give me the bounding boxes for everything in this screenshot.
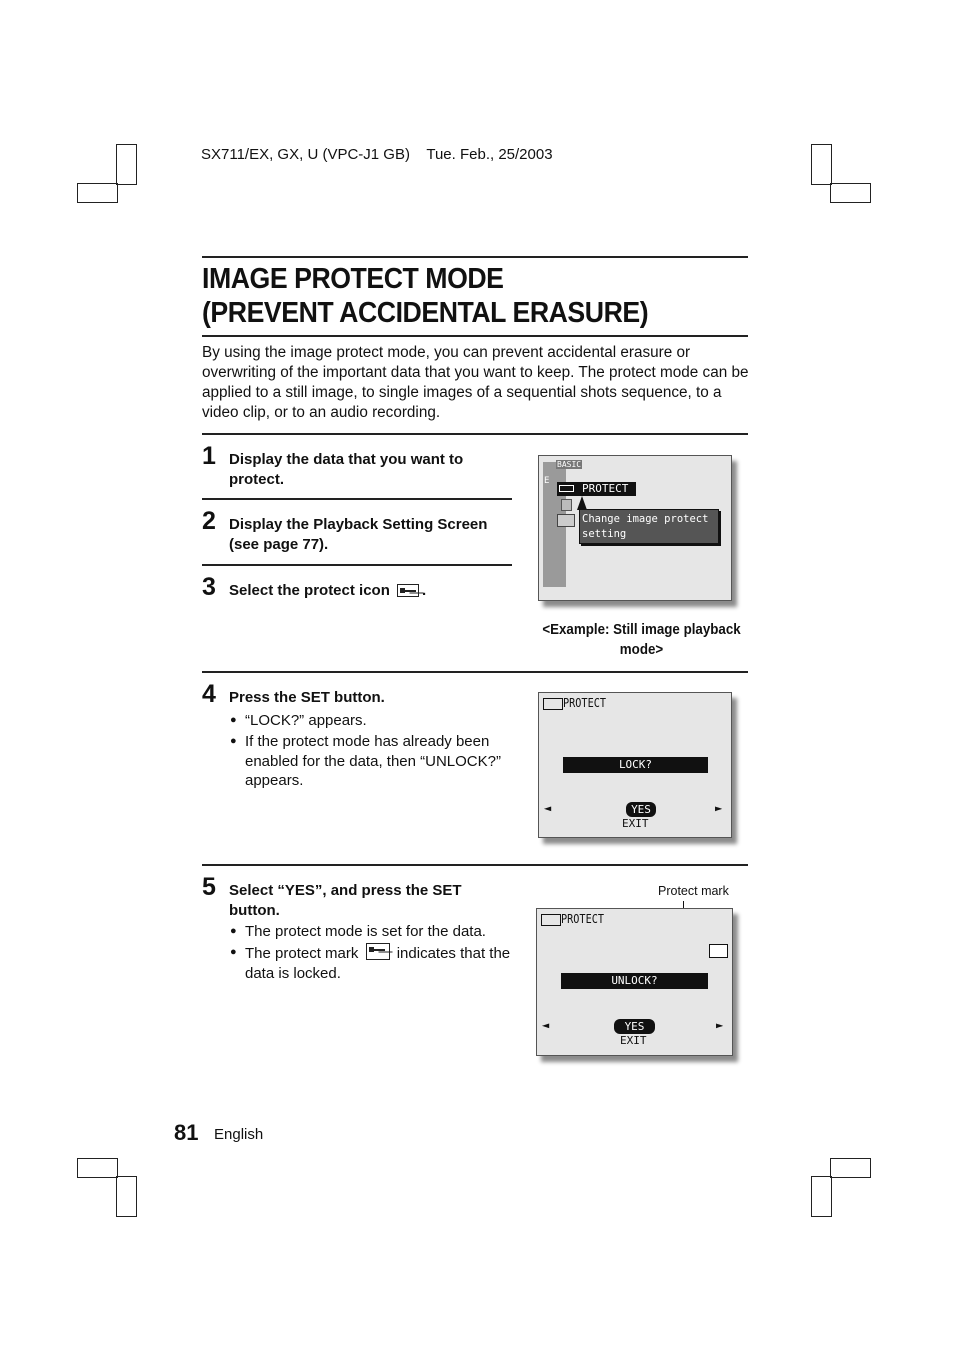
step-text-3-suffix: . — [422, 582, 427, 599]
unlock-prompt: UNLOCK? — [561, 973, 708, 989]
basic-tab: BASIC — [557, 460, 582, 469]
step-rule — [202, 498, 512, 500]
section-rule — [202, 671, 748, 673]
tooltip-pointer — [577, 496, 587, 510]
tooltip-line1: Change image protect — [582, 513, 709, 525]
camera-screen-lock — [538, 692, 732, 838]
crop-mark-top-left — [116, 144, 137, 185]
bullet-item: ● “LOCK?” appears. — [230, 711, 515, 730]
bullet-item: ● The protect mode is set for the data. — [230, 922, 515, 941]
step4-bullets — [230, 711, 515, 792]
step5-bullets — [230, 922, 515, 985]
footer-language: English — [214, 1126, 264, 1143]
left-arrow-icon: ◄ — [544, 801, 552, 815]
key-icon — [543, 698, 563, 710]
step-text-4: Press the SET button. — [229, 689, 385, 706]
bullet-text-after: indicates that the data is locked. — [245, 945, 511, 982]
right-arrow-icon: ► — [715, 801, 723, 815]
intro-paragraph: By using the image protect mode, you can prevent accidental erasure or overwriting of the important data that you want to keep. The protect mode can be applied to a still image, to single images of a sequential shots sequence, to a video clip, or to an audio recording. — [202, 344, 749, 421]
print-header — [201, 146, 553, 163]
crop-mark-top-right — [811, 144, 832, 185]
crop-mark-top-left — [77, 183, 118, 203]
page-title-line2: (PREVENT ACCIDENTAL ERASURE) — [202, 297, 649, 329]
key-icon — [559, 485, 574, 492]
speaker-icon — [557, 514, 575, 527]
step-rule — [202, 564, 512, 566]
exit-option: EXIT — [620, 1034, 647, 1047]
tooltip-box — [579, 509, 719, 544]
step-number-2: 2 — [202, 507, 216, 535]
header-date: Tue. Feb., 25/2003 — [426, 146, 553, 163]
camera-screen-unlock — [536, 908, 733, 1056]
step-number-1: 1 — [202, 442, 216, 470]
step-number-3: 3 — [202, 573, 216, 601]
screen1-caption: <Example: Still image playback mode> — [542, 622, 741, 658]
yes-option: YES — [614, 1019, 655, 1034]
bullet-item — [230, 943, 515, 983]
step-number-4: 4 — [202, 680, 216, 708]
page-title-line1: IMAGE PROTECT MODE — [202, 263, 504, 295]
exit-option: EXIT — [622, 817, 649, 830]
right-arrow-icon: ► — [716, 1018, 724, 1032]
step-text-1: Display the data that you want to protect. — [229, 451, 464, 488]
bullet-item: ● If the protect mode has already been enabled for the data, then “UNLOCK?” appears. — [230, 732, 515, 790]
step-number-5: 5 — [202, 873, 216, 901]
trash-icon — [561, 499, 572, 511]
step-text-3-label: Select the protect icon — [229, 582, 390, 599]
bullet-text-before: The protect mark — [245, 945, 359, 963]
screen-title: PROTECT — [561, 912, 604, 926]
crop-mark-bottom-left — [116, 1176, 137, 1217]
page-number: 81 — [174, 1120, 199, 1145]
menu-item-selected — [557, 482, 636, 496]
key-icon — [541, 914, 561, 926]
protect-mark-icon — [366, 943, 390, 960]
crop-mark-bottom-right — [830, 1158, 871, 1178]
lock-prompt: LOCK? — [563, 757, 708, 773]
protect-mark-annotation: Protect mark — [658, 884, 729, 898]
camera-screen-playback-setting — [538, 455, 732, 601]
key-protect-icon — [397, 584, 419, 597]
crop-mark-top-right — [830, 183, 871, 203]
section-rule — [202, 433, 748, 435]
header-model: SX711/EX, GX, U (VPC-J1 GB) — [201, 146, 410, 163]
crop-mark-bottom-right — [811, 1176, 832, 1217]
title-top-rule — [202, 256, 748, 258]
left-arrow-icon: ◄ — [542, 1018, 550, 1032]
crop-mark-bottom-left — [77, 1158, 118, 1178]
title-bottom-rule — [202, 335, 748, 337]
side-letter: E — [544, 476, 550, 486]
page-title — [202, 262, 704, 330]
screen-title: PROTECT — [563, 696, 606, 710]
yes-option: YES — [626, 802, 656, 817]
menu-item-protect: PROTECT — [582, 482, 629, 495]
step-text-3 — [229, 581, 514, 601]
step-text-5: Select “YES”, and press the SET button. — [229, 882, 462, 919]
section-rule — [202, 864, 748, 866]
protect-mark-icon — [709, 944, 728, 958]
step-text-2: Display the Playback Setting Screen (see page 77). — [229, 516, 488, 553]
tooltip-line2: setting — [582, 528, 627, 540]
